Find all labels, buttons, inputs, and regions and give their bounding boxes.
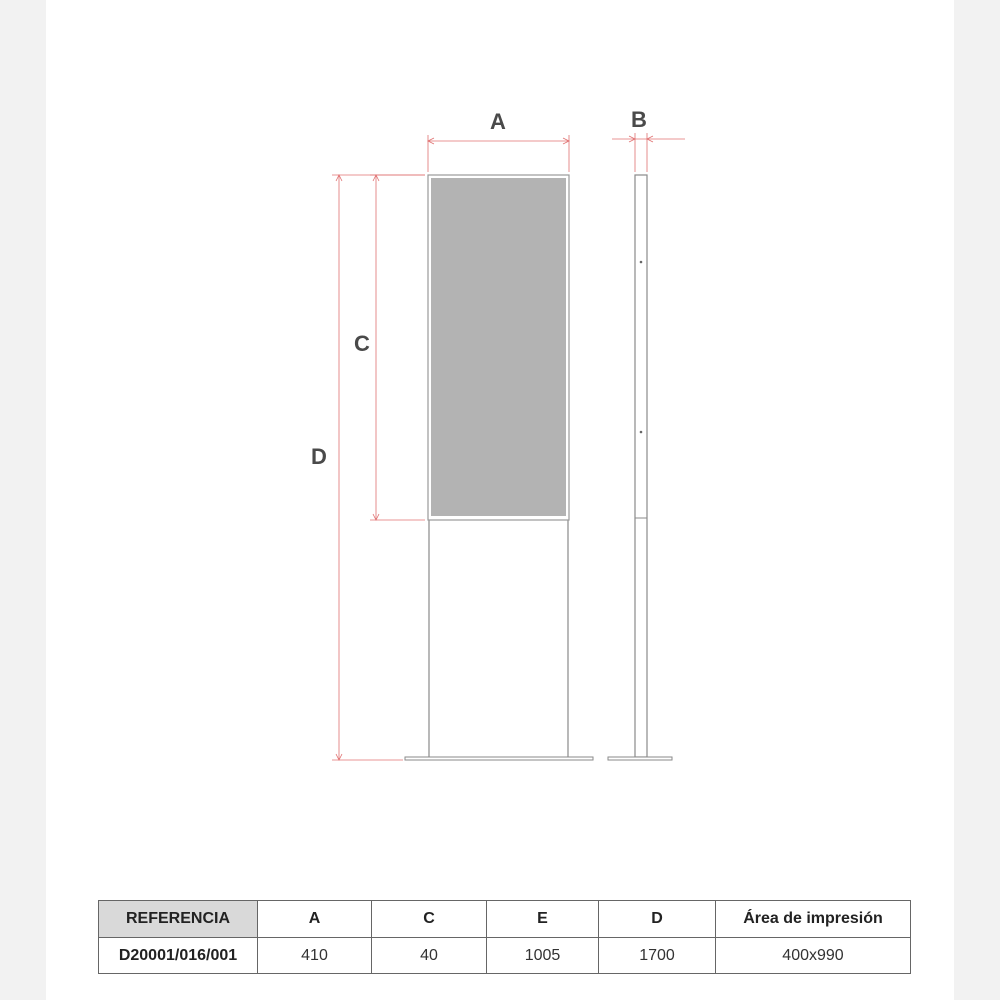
label-c: C: [354, 331, 370, 356]
cell-a: 410: [258, 938, 372, 974]
cell-area: 400x990: [716, 938, 911, 974]
cell-e: 1005: [487, 938, 599, 974]
spec-table: [98, 900, 911, 974]
cell-c: 40: [372, 938, 487, 974]
side-view: [608, 175, 672, 760]
header-c: C: [372, 901, 487, 938]
header-referencia: REFERENCIA: [99, 901, 258, 938]
cell-d: 1700: [599, 938, 716, 974]
header-d: D: [599, 901, 716, 938]
table-row: [99, 938, 911, 974]
front-base-plate: [405, 757, 593, 760]
side-screw-top: [640, 261, 643, 264]
label-d: D: [311, 444, 327, 469]
header-area: Área de impresión: [716, 901, 911, 938]
label-b: B: [631, 107, 647, 132]
print-area: [431, 178, 566, 516]
header-e: E: [487, 901, 599, 938]
spec-table-header-row: [99, 901, 911, 938]
side-screw-bottom: [640, 431, 643, 434]
side-base-plate: [608, 757, 672, 760]
header-a: A: [258, 901, 372, 938]
front-view: [405, 175, 593, 760]
dimension-a: [428, 135, 569, 172]
dimension-c: [370, 175, 425, 520]
dimension-b: [612, 133, 685, 172]
label-a: A: [490, 109, 506, 134]
cell-referencia: D20001/016/001: [99, 938, 258, 974]
dimension-d: [332, 175, 425, 760]
